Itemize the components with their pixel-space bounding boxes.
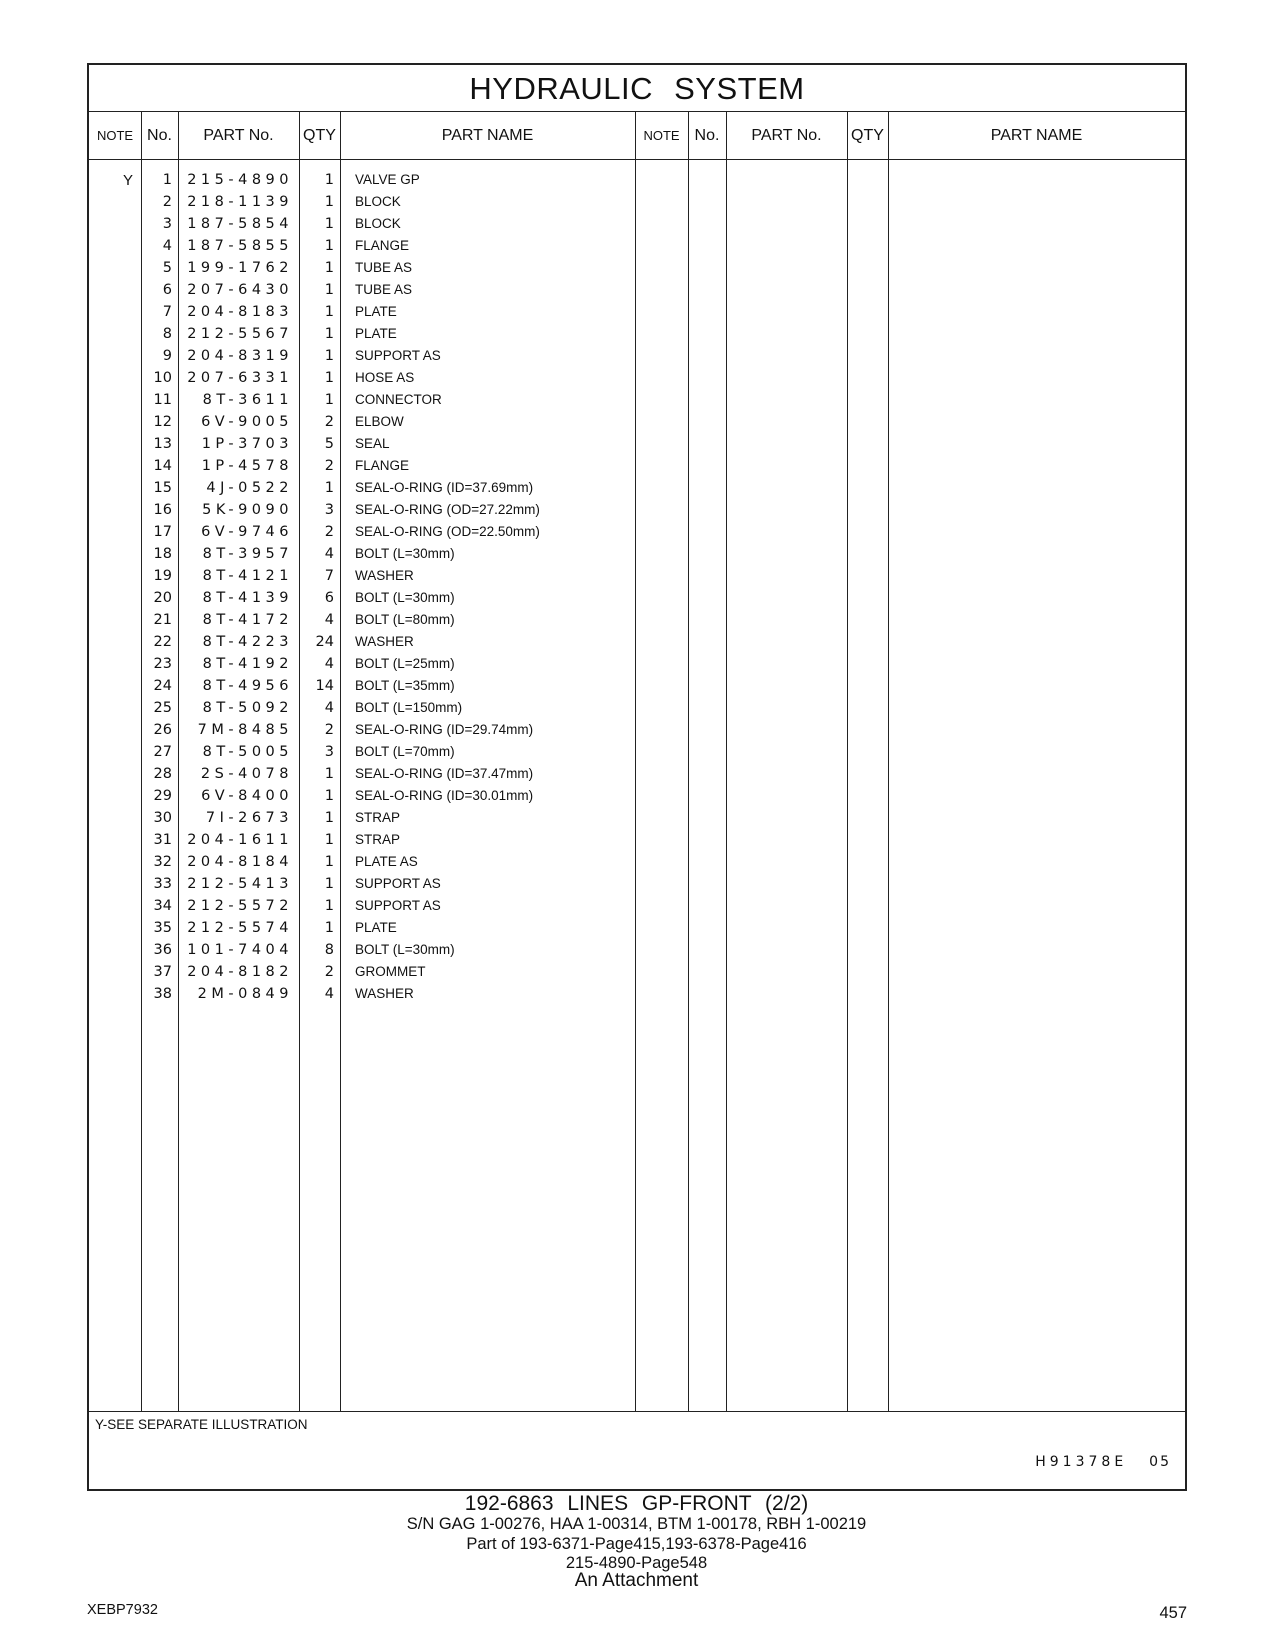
table-row xyxy=(89,942,1185,965)
row-part-name: SEAL xyxy=(355,436,390,451)
row-part-number: 1P-4578 xyxy=(201,458,293,474)
row-part-number: 8T-5005 xyxy=(202,744,293,760)
table-row xyxy=(89,238,1185,261)
row-part-number: 6V-9746 xyxy=(201,524,293,540)
table-row xyxy=(89,700,1185,723)
row-quantity: 1 xyxy=(324,216,334,232)
row-number: 37 xyxy=(153,964,172,980)
row-quantity: 2 xyxy=(324,524,334,540)
row-part-number: 7I-2673 xyxy=(205,810,293,826)
row-quantity: 1 xyxy=(324,304,334,320)
row-part-name: FLANGE xyxy=(355,238,410,253)
row-part-name: WASHER xyxy=(355,986,414,1001)
table-row xyxy=(89,414,1185,437)
table-row xyxy=(89,722,1185,745)
table-row xyxy=(89,986,1185,1009)
row-part-number: 8T-4192 xyxy=(202,656,293,672)
row-quantity: 3 xyxy=(324,502,334,518)
row-quantity: 1 xyxy=(324,326,334,342)
row-part-name: TUBE AS xyxy=(355,260,413,275)
row-part-name: SEAL-O-RING (ID=29.74mm) xyxy=(355,722,534,737)
row-quantity: 1 xyxy=(324,238,334,254)
row-part-number: 212-5567 xyxy=(187,326,293,342)
row-part-name: SEAL-O-RING (OD=22.50mm) xyxy=(355,524,540,539)
row-part-name: SUPPORT AS xyxy=(355,348,441,363)
row-number: 30 xyxy=(153,810,172,826)
row-number: 7 xyxy=(162,304,172,320)
row-quantity: 1 xyxy=(324,172,334,188)
table-row xyxy=(89,876,1185,899)
row-part-name: BOLT (L=25mm) xyxy=(355,656,455,671)
row-number: 1 xyxy=(162,172,172,188)
row-quantity: 4 xyxy=(324,656,334,672)
caption-reference: 215-4890-Page548 xyxy=(565,1554,708,1572)
row-number: 18 xyxy=(153,546,172,562)
table-row xyxy=(89,964,1185,987)
table-row xyxy=(89,568,1185,591)
caption-part-of: Part of 193-6371-Page415,193-6378-Page416 xyxy=(466,1535,807,1553)
row-part-name: GROMMET xyxy=(355,964,426,979)
table-row xyxy=(89,766,1185,789)
row-quantity: 7 xyxy=(324,568,334,584)
drawing-code-number: H91378E xyxy=(1035,1454,1128,1470)
table-row xyxy=(89,194,1185,217)
table-row xyxy=(89,282,1185,305)
row-number: 14 xyxy=(153,458,172,474)
page-number: 457 xyxy=(1159,1604,1187,1622)
row-number: 15 xyxy=(153,480,172,496)
row-part-number: 204-8182 xyxy=(187,964,293,980)
row-part-name: SEAL-O-RING (OD=27.22mm) xyxy=(355,502,540,517)
header-partno-left: PART No. xyxy=(203,127,274,144)
row-part-name: SEAL-O-RING (ID=30.01mm) xyxy=(355,788,534,803)
row-part-number: 6V-9005 xyxy=(201,414,293,430)
row-quantity: 1 xyxy=(324,832,334,848)
row-number: 33 xyxy=(153,876,172,892)
row-number: 29 xyxy=(153,788,172,804)
row-quantity: 1 xyxy=(324,810,334,826)
row-quantity: 3 xyxy=(324,744,334,760)
row-number: 27 xyxy=(153,744,172,760)
row-part-name: BOLT (L=30mm) xyxy=(355,590,455,605)
header-note-left: NOTE xyxy=(96,128,134,143)
row-part-number: 5K-9090 xyxy=(202,502,293,518)
drawing-code xyxy=(1035,1454,1171,1470)
row-part-number: 187-5854 xyxy=(187,216,293,232)
row-part-number: 1P-3703 xyxy=(201,436,293,452)
row-part-number: 204-1611 xyxy=(187,832,293,848)
row-part-name: BLOCK xyxy=(355,216,401,231)
row-quantity: 1 xyxy=(324,392,334,408)
row-part-number: 2S-4078 xyxy=(200,766,293,782)
row-quantity: 6 xyxy=(324,590,334,606)
row-number: 17 xyxy=(153,524,172,540)
footnote: Y-SEE SEPARATE ILLUSTRATION xyxy=(95,1417,308,1432)
row-number: 32 xyxy=(153,854,172,870)
row-part-name: SEAL-O-RING (ID=37.69mm) xyxy=(355,480,534,495)
row-number: 13 xyxy=(153,436,172,452)
table-row xyxy=(89,458,1185,481)
table-row xyxy=(89,744,1185,767)
row-part-name: VALVE GP xyxy=(355,172,420,187)
table-row xyxy=(89,502,1185,525)
row-part-name: WASHER xyxy=(355,634,414,649)
row-note: Y xyxy=(122,172,133,189)
row-number: 26 xyxy=(153,722,172,738)
table-row xyxy=(89,260,1185,283)
table-row xyxy=(89,392,1185,415)
row-number: 12 xyxy=(153,414,172,430)
row-part-name: TUBE AS xyxy=(355,282,413,297)
row-number: 34 xyxy=(153,898,172,914)
row-part-name: BOLT (L=70mm) xyxy=(355,744,455,759)
table-row xyxy=(89,832,1185,855)
row-quantity: 1 xyxy=(324,854,334,870)
row-part-number: 4J-0522 xyxy=(206,480,293,496)
row-number: 4 xyxy=(162,238,172,254)
table-row xyxy=(89,216,1185,239)
row-number: 6 xyxy=(162,282,172,298)
row-number: 24 xyxy=(153,678,172,694)
row-part-number: 212-5572 xyxy=(187,898,293,914)
row-quantity: 1 xyxy=(324,876,334,892)
row-part-name: BOLT (L=30mm) xyxy=(355,546,455,561)
row-quantity: 24 xyxy=(315,634,334,650)
header-qty-right: QTY xyxy=(851,127,884,144)
table-row xyxy=(89,524,1185,547)
row-part-name: PLATE xyxy=(355,304,397,319)
table-row xyxy=(89,436,1185,459)
row-number: 28 xyxy=(153,766,172,782)
table-row xyxy=(89,634,1185,657)
row-number: 35 xyxy=(153,920,172,936)
row-part-name: BOLT (L=150mm) xyxy=(355,700,463,715)
table-row xyxy=(89,920,1185,943)
row-quantity: 4 xyxy=(324,986,334,1002)
row-part-name: PLATE xyxy=(355,920,397,935)
row-part-number: 204-8319 xyxy=(187,348,293,364)
row-part-number: 8T-3957 xyxy=(202,546,293,562)
row-quantity: 1 xyxy=(324,898,334,914)
row-number: 21 xyxy=(153,612,172,628)
row-quantity: 1 xyxy=(324,788,334,804)
row-part-number: 207-6331 xyxy=(187,370,293,386)
row-number: 31 xyxy=(153,832,172,848)
row-part-number: 212-5574 xyxy=(187,920,293,936)
header-no-right: No. xyxy=(694,127,720,144)
row-quantity: 1 xyxy=(324,766,334,782)
row-part-number: 101-7404 xyxy=(187,942,293,958)
table-row xyxy=(89,370,1185,393)
row-part-number: 207-6430 xyxy=(187,282,293,298)
row-quantity: 1 xyxy=(324,370,334,386)
row-number: 3 xyxy=(162,216,172,232)
row-part-number: 8T-5092 xyxy=(202,700,293,716)
document-id: XEBP7932 xyxy=(87,1602,158,1618)
row-number: 23 xyxy=(153,656,172,672)
caption-serial-numbers: S/N GAG 1-00276, HAA 1-00314, BTM 1-00178, RBH 1-00219 xyxy=(406,1515,867,1533)
row-part-number: 204-8184 xyxy=(187,854,293,870)
row-quantity: 2 xyxy=(324,458,334,474)
row-number: 2 xyxy=(162,194,172,210)
row-quantity: 1 xyxy=(324,920,334,936)
row-quantity: 2 xyxy=(324,964,334,980)
row-quantity: 4 xyxy=(324,700,334,716)
row-quantity: 2 xyxy=(324,722,334,738)
table-row xyxy=(89,326,1185,349)
row-part-number: 199-1762 xyxy=(187,260,293,276)
table-row xyxy=(89,304,1185,327)
row-number: 8 xyxy=(162,326,172,342)
row-number: 38 xyxy=(153,986,172,1002)
row-part-number: 215-4890 xyxy=(187,172,293,188)
header-note-right: NOTE xyxy=(643,128,680,143)
caption-title: 192-6863 LINES GP-FRONT (2/2) xyxy=(464,1492,809,1515)
header-no-left: No. xyxy=(147,127,172,144)
drawing-code-revision: 05 xyxy=(1149,1454,1171,1470)
column-header-row xyxy=(89,112,1185,160)
row-quantity: 8 xyxy=(324,942,334,958)
table-row xyxy=(89,348,1185,371)
row-part-number: 7M-8485 xyxy=(197,722,293,738)
row-part-name: FLANGE xyxy=(355,458,410,473)
row-part-name: BOLT (L=30mm) xyxy=(355,942,455,957)
header-partname-right: PART NAME xyxy=(990,127,1083,144)
row-part-number: 8T-4956 xyxy=(202,678,293,694)
row-number: 25 xyxy=(153,700,172,716)
table-row xyxy=(89,612,1185,635)
row-part-number: 8T-4121 xyxy=(202,568,293,584)
table-row xyxy=(89,854,1185,877)
row-number: 22 xyxy=(153,634,172,650)
row-quantity: 2 xyxy=(324,414,334,430)
row-part-name: ELBOW xyxy=(355,414,404,429)
row-part-name: CONNECTOR xyxy=(355,392,442,407)
table-row xyxy=(89,898,1185,921)
row-quantity: 1 xyxy=(324,194,334,210)
table-row xyxy=(89,172,1185,195)
row-quantity: 1 xyxy=(324,260,334,276)
section-title: HYDRAULIC SYSTEM xyxy=(89,65,1185,112)
row-number: 19 xyxy=(153,568,172,584)
row-part-name: PLATE xyxy=(355,326,397,341)
row-part-number: 8T-3611 xyxy=(202,392,293,408)
row-quantity: 4 xyxy=(324,612,334,628)
row-number: 36 xyxy=(153,942,172,958)
row-part-name: STRAP xyxy=(355,810,401,825)
parts-table-body xyxy=(89,160,1185,1412)
row-number: 5 xyxy=(162,260,172,276)
table-row xyxy=(89,480,1185,503)
table-row xyxy=(89,788,1185,811)
table-row xyxy=(89,546,1185,569)
row-part-number: 204-8183 xyxy=(187,304,293,320)
row-part-number: 218-1139 xyxy=(187,194,293,210)
row-number: 16 xyxy=(153,502,172,518)
row-part-number: 187-5855 xyxy=(187,238,293,254)
row-part-name: PLATE AS xyxy=(355,854,418,869)
row-part-name: WASHER xyxy=(355,568,414,583)
row-part-number: 8T-4139 xyxy=(202,590,293,606)
row-part-number: 212-5413 xyxy=(187,876,293,892)
row-part-name: SEAL-O-RING (ID=37.47mm) xyxy=(355,766,534,781)
row-part-number: 8T-4223 xyxy=(202,634,293,650)
row-quantity: 4 xyxy=(324,546,334,562)
table-row xyxy=(89,810,1185,833)
header-partno-right: PART No. xyxy=(751,127,822,144)
row-number: 9 xyxy=(162,348,172,364)
row-part-name: BOLT (L=80mm) xyxy=(355,612,455,627)
table-row xyxy=(89,678,1185,701)
row-part-name: SUPPORT AS xyxy=(355,898,441,913)
row-quantity: 14 xyxy=(315,678,334,694)
row-number: 10 xyxy=(153,370,172,386)
row-number: 11 xyxy=(153,392,172,408)
row-quantity: 1 xyxy=(324,348,334,364)
row-part-name: HOSE AS xyxy=(355,370,415,385)
row-quantity: 1 xyxy=(324,480,334,496)
table-row xyxy=(89,590,1185,613)
row-part-number: 8T-4172 xyxy=(202,612,293,628)
header-partname-left: PART NAME xyxy=(441,127,534,144)
caption-attachment: An Attachment xyxy=(574,1570,699,1591)
parts-list-frame xyxy=(87,63,1187,1491)
row-part-number: 6V-8400 xyxy=(201,788,293,804)
table-row xyxy=(89,656,1185,679)
row-part-name: BLOCK xyxy=(355,194,401,209)
row-quantity: 5 xyxy=(324,436,334,452)
row-part-number: 2M-0849 xyxy=(197,986,293,1002)
row-part-name: SUPPORT AS xyxy=(355,876,441,891)
row-part-name: STRAP xyxy=(355,832,401,847)
row-number: 20 xyxy=(153,590,172,606)
header-qty-left: QTY xyxy=(303,127,336,144)
row-part-name: BOLT (L=35mm) xyxy=(355,678,455,693)
row-quantity: 1 xyxy=(324,282,334,298)
